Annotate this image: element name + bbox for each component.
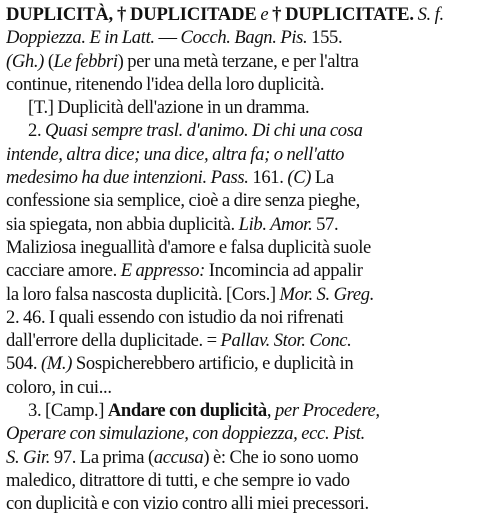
entry-line-10 xyxy=(6,213,471,236)
entry-line-11: Maliziosa ineguallità d'amore e falsa duplicità suole xyxy=(6,236,371,258)
text: , xyxy=(266,400,275,422)
entry-line-16 xyxy=(6,352,471,375)
citation-source: Cocch. Bagn. Pis. xyxy=(180,27,308,49)
entry-line-9: confessione sia semplice, cioè a dire senza pieghe, xyxy=(6,190,360,212)
dash: — xyxy=(154,27,181,49)
text: La xyxy=(311,167,334,189)
sense-definition: Quasi sempre trasl. d'animo. Di chi una cosa xyxy=(45,120,363,142)
citation-source: Mor. S. Greg. xyxy=(279,283,375,305)
citation-source: Pallav. Stor. Conc. xyxy=(220,330,352,352)
entry-line-22: con duplicità e con vizio contro alli miei precessori. xyxy=(6,493,369,515)
entry-line-20 xyxy=(6,446,471,469)
entry-line-4: continue, ritenendo l'idea della loro duplicità. xyxy=(6,73,325,95)
text: ( xyxy=(44,50,54,72)
entry-line-5: [T.] Duplicità dell'azione in un dramma. xyxy=(28,97,310,119)
citation-note: E appresso: xyxy=(120,260,205,282)
gloss: Le febbri xyxy=(53,50,118,72)
entry-line-14: 2. 46. I quali essendo con istudio da noi rifrenati xyxy=(6,306,344,328)
text: ) per una metà terzane, e per l'altra xyxy=(117,50,359,72)
entry-line-6 xyxy=(6,119,471,142)
text: la loro falsa nascosta duplicità. [Cors.] xyxy=(6,283,280,305)
text: Sospicherebbero artificio, e duplicità in xyxy=(72,353,354,375)
gloss: accusa xyxy=(153,446,204,468)
entry-line-1 xyxy=(6,3,471,26)
entry-line-3 xyxy=(6,50,471,73)
entry-line-2 xyxy=(6,26,471,49)
citation-abbrev: (C) xyxy=(287,167,312,189)
citation-source: S. Gir. xyxy=(6,446,51,468)
citation-page: 57. xyxy=(312,213,339,235)
entry-line-15 xyxy=(6,329,471,352)
citation-abbrev: (Gh.) xyxy=(6,50,45,72)
citation-abbrev: (M.) xyxy=(40,353,73,375)
entry-line-18 xyxy=(6,399,471,422)
phrase-definition: per Procedere, xyxy=(274,400,380,422)
entry-line-19: Operare con simulazione, con doppiezza, ecc. Pist. xyxy=(6,423,365,445)
citation-page: 161. xyxy=(248,167,288,189)
text: Incomincia ad appalir xyxy=(205,260,363,282)
citation-source: Lib. Amor. xyxy=(238,213,313,235)
text: sia spiegata, non abbia duplicità. xyxy=(6,213,239,235)
entry-line-7: intende, altra dice; una dice, altra fa; o nell'atto xyxy=(6,143,345,165)
entry-line-12 xyxy=(6,259,471,282)
sense-number: 3. [Camp.] xyxy=(28,400,108,422)
headword: DUPLICITÀ, † DUPLICITADE xyxy=(6,4,257,25)
text: cacciare amore. xyxy=(6,260,121,282)
part-of-speech: S. f. xyxy=(413,4,444,25)
phrase: Andare con duplicità xyxy=(107,400,267,422)
entry-line-13 xyxy=(6,283,471,306)
entry-line-21: maledico, ditrattore di tutti, e che sempre io vado xyxy=(6,469,350,491)
definition: Doppiezza. E in Latt. xyxy=(6,27,155,49)
citation-page: 155. xyxy=(307,27,343,49)
conjunction: e xyxy=(256,4,273,25)
sense-number: 2. xyxy=(28,120,46,142)
entry-line-8 xyxy=(6,166,471,189)
headword-variant: † DUPLICITATE. xyxy=(272,4,414,25)
sense-definition-end: medesimo ha due intenzioni. Pass. xyxy=(6,167,249,189)
text: 97. La prima ( xyxy=(50,446,154,468)
text: dall'errore della duplicitade. = xyxy=(6,330,221,352)
citation-page: 504. xyxy=(6,353,41,375)
entry-line-17: coloro, in cui... xyxy=(6,376,112,398)
text: ) è: Che io sono uomo xyxy=(203,446,359,468)
